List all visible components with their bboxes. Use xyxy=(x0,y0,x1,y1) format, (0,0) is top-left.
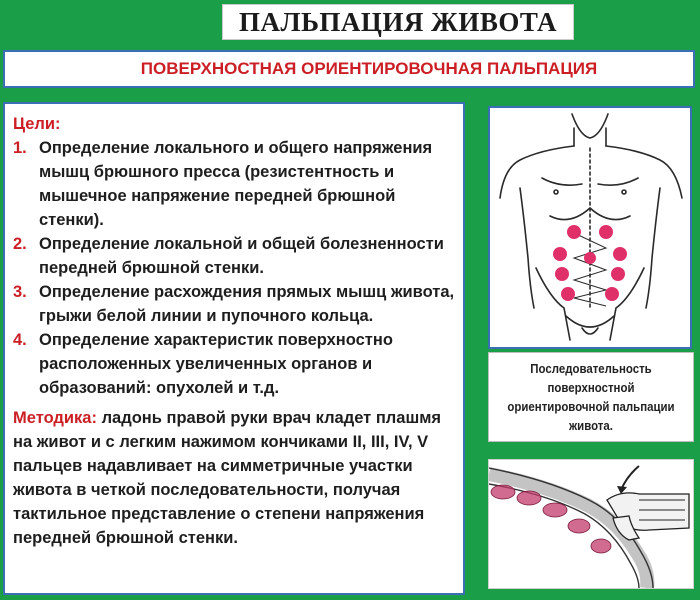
figure-caption-box xyxy=(488,352,694,442)
subtitle-box xyxy=(3,50,695,88)
page-subtitle: ПОВЕРХНОСТНАЯ ОРИЕНТИРОВОЧНАЯ ПАЛЬПАЦИЯ xyxy=(140,59,598,78)
goal-item xyxy=(13,328,455,400)
goal-number: 1. xyxy=(13,139,27,157)
method-text: ладонь правой руки врач кладет плашмя на живот и с легким нажимом кончиками II, III, IV, V пальцев надавливает на симметричные участки живота в четкой последовательности, получая тактильное представление о степени напряжения передней брюшной стенки. xyxy=(13,409,442,547)
goal-number: 3. xyxy=(13,283,27,301)
goal-text: Определение характеристик поверхностно расположенных увеличенных органов и образований: опухолей и т.д. xyxy=(39,331,393,397)
torso-illustration xyxy=(488,106,692,349)
palpation-hand-illustration xyxy=(488,459,694,589)
page-title: ПАЛЬПАЦИЯ ЖИВОТА xyxy=(238,6,558,37)
goal-item xyxy=(13,280,455,328)
goal-text: Определение локального и общего напряжения мышц брюшного пресса (резистентность и мышечное напряжение передней брюшной стенки). xyxy=(39,139,433,229)
goal-number: 4. xyxy=(13,331,27,349)
method-label: Методика: xyxy=(13,409,97,427)
goal-text: Определение локальной и общей болезненности передней брюшной стенки. xyxy=(39,235,444,277)
goal-text: Определение расхождения прямых мышц живота, грыжи белой линии и пупочного кольца. xyxy=(39,283,455,325)
title-box xyxy=(222,4,574,40)
goals-heading: Цели: xyxy=(13,115,61,133)
goal-item xyxy=(13,136,455,232)
text-panel xyxy=(3,102,465,595)
cross-section-svg xyxy=(489,460,693,588)
figure-caption: Последовательность поверхностной ориентировочной пальпации живота. xyxy=(507,361,675,433)
torso-svg xyxy=(490,108,690,347)
goal-item xyxy=(13,232,455,280)
goal-number: 2. xyxy=(13,235,27,253)
method-paragraph xyxy=(13,406,455,550)
goals-list xyxy=(13,136,455,400)
